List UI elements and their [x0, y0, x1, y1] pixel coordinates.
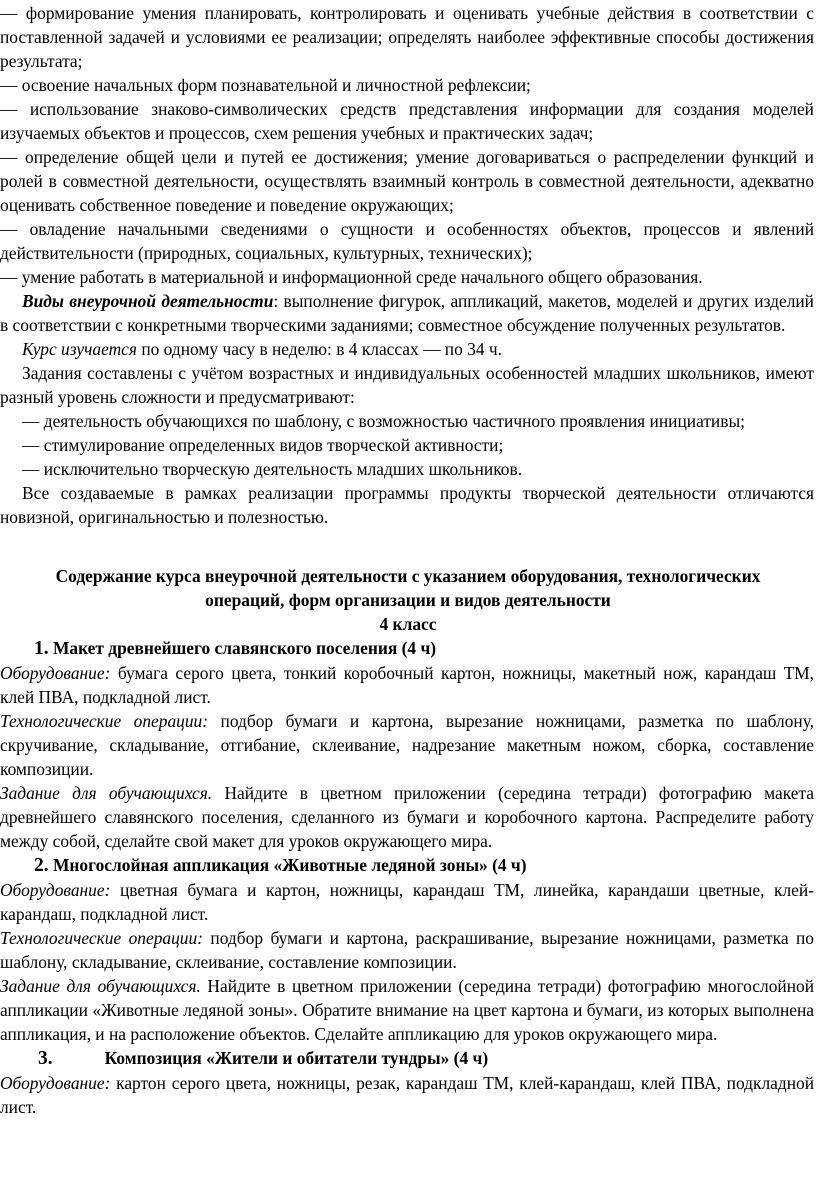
section-1-heading — [0, 636, 816, 661]
intro-item-3: — использование знаково-символических средств представления информации для создания моделей изучаемых объектов и процессов, схем решения учебных и практических задач; — [0, 99, 814, 143]
operations-text: подбор бумаги и картона, раскрашивание, вырезание ножницами, разметка по шаблону, складывание, склеивание, составление композиции. — [0, 928, 814, 972]
course-lead: Курс изучается — [22, 339, 137, 359]
activities-paragraph — [0, 289, 816, 337]
section-2-operations — [0, 926, 816, 974]
section-1-equipment — [0, 661, 816, 709]
equipment-label: Оборудование: — [0, 663, 111, 683]
section-number: 2. — [34, 855, 49, 876]
section-number: 1. — [34, 638, 49, 659]
operations-label: Технологические операции: — [0, 928, 203, 948]
intro-item-6: — умение работать в материальной и информационной среде начального общего образования. — [0, 267, 703, 287]
content-heading-line2: операций, форм организации и видов деятельности — [205, 590, 611, 610]
document-page — [0, 1, 816, 1119]
tasks-intro: Задания составлены с учётом возрастных и индивидуальных особенностей младших школьников, имеют разный уровень сложности и предусматривают: — [0, 363, 814, 407]
task-item-3: — исключительно творческую деятельность младших школьников. — [22, 459, 523, 479]
task-text: Найдите в цветном приложении (середина тетради) фотографию многослойной аппликации «Животные ледяной зоны». Обратите внимание на цвет картона и бумаги, из которых выполнена аппликация, и на расположение объектов. Сделайте аппликацию для уроков окружающего мира. — [0, 976, 814, 1044]
operations-label: Технологические операции: — [0, 711, 209, 731]
content-heading-line1: Содержание курса внеурочной деятельности с указанием оборудования, технологических — [55, 566, 761, 586]
equipment-text: бумага серого цвета, тонкий коробочный картон, ножницы, макетный нож, карандаш ТМ, клей ПВА, подкладной лист. — [0, 663, 814, 707]
intro-item-5: — овладение начальными сведениями о сущности и особенностях объектов, процессов и явлений действительности (природных, социальных, культурных, технических); — [0, 219, 814, 263]
task-label: Задание для обучающихся. — [0, 783, 213, 803]
task-text: Найдите в цветном приложении (середина тетради) фотографию макета древнейшего славянского поселения, сделанного из бумаги и коробочного картона. Распределите работу между собой, сделайте свой макет для уроков окружающего мира. — [0, 783, 815, 851]
section-3-heading — [0, 1046, 816, 1071]
equipment-label: Оборудование: — [0, 880, 111, 900]
equipment-text: картон серого цвета, ножницы, резак, карандаш ТМ, клей-карандаш, клей ПВА, подкладной лист. — [0, 1073, 814, 1117]
spacer — [0, 529, 816, 564]
equipment-text: цветная бумага и картон, ножницы, карандаш ТМ, линейка, карандаши цветные, клей-карандаш, подкладной лист. — [0, 880, 814, 924]
section-title: Композиция «Жители и обитатели тундры» (4 ч) — [104, 1048, 489, 1068]
operations-text: подбор бумаги и картона, вырезание ножницами, разметка по шаблону, скручивание, складывание, отгибание, склеивание, надрезание макетным ножом, сборка, составление композиции. — [0, 711, 814, 779]
products-paragraph: Все создаваемые в рамках реализации программы продукты творческой деятельности отличаются новизной, оригинальностью и полезностью. — [0, 483, 814, 527]
section-1-operations — [0, 709, 816, 781]
section-1-task — [0, 781, 816, 853]
intro-item-1: — формирование умения планировать, контролировать и оценивать учебные действия в соответствии с поставленной задачей и условиями ее реализации; определять наиболее эффективные способы достижения результата; — [0, 3, 814, 71]
section-title: Макет древнейшего славянского поселения (4 ч) — [52, 638, 437, 658]
task-item-2: — стимулирование определенных видов творческой активности; — [22, 435, 504, 455]
activities-lead: Виды внеурочной деятельности — [22, 291, 274, 311]
intro-item-4: — определение общей цели и путей ее достижения; умение договариваться о распределении функций и ролей в совместной деятельности, осуществлять взаимный контроль в совместной деятельности, адекватно оценивать собственное поведение и поведение окружающих; — [0, 147, 814, 215]
course-text: по одному часу в неделю: в 4 классах — по 34 ч. — [136, 339, 502, 359]
section-2-equipment — [0, 878, 816, 926]
section-3-equipment — [0, 1071, 816, 1119]
section-number: 3. — [38, 1048, 53, 1069]
section-2-task — [0, 974, 816, 1046]
activities-text: : выполнение фигурок, аппликаций, макетов, моделей и других изделий в соответствии с конкретными творческими заданиями; совместное обсуждение полученных результатов. — [0, 291, 814, 335]
intro-item-2: — освоение начальных форм познавательной и личностной рефлексии; — [0, 75, 531, 95]
task-label: Задание для обучающихся. — [0, 976, 201, 996]
section-2-heading — [0, 853, 816, 878]
course-paragraph — [0, 337, 816, 361]
section-title: Многослойная аппликация «Животные ледяной зоны» (4 ч) — [52, 855, 527, 875]
task-item-1: — деятельность обучающихся по шаблону, с возможностью частичного проявления инициативы; — [22, 411, 745, 431]
equipment-label: Оборудование: — [0, 1073, 111, 1093]
grade-heading: 4 класс — [379, 614, 437, 634]
